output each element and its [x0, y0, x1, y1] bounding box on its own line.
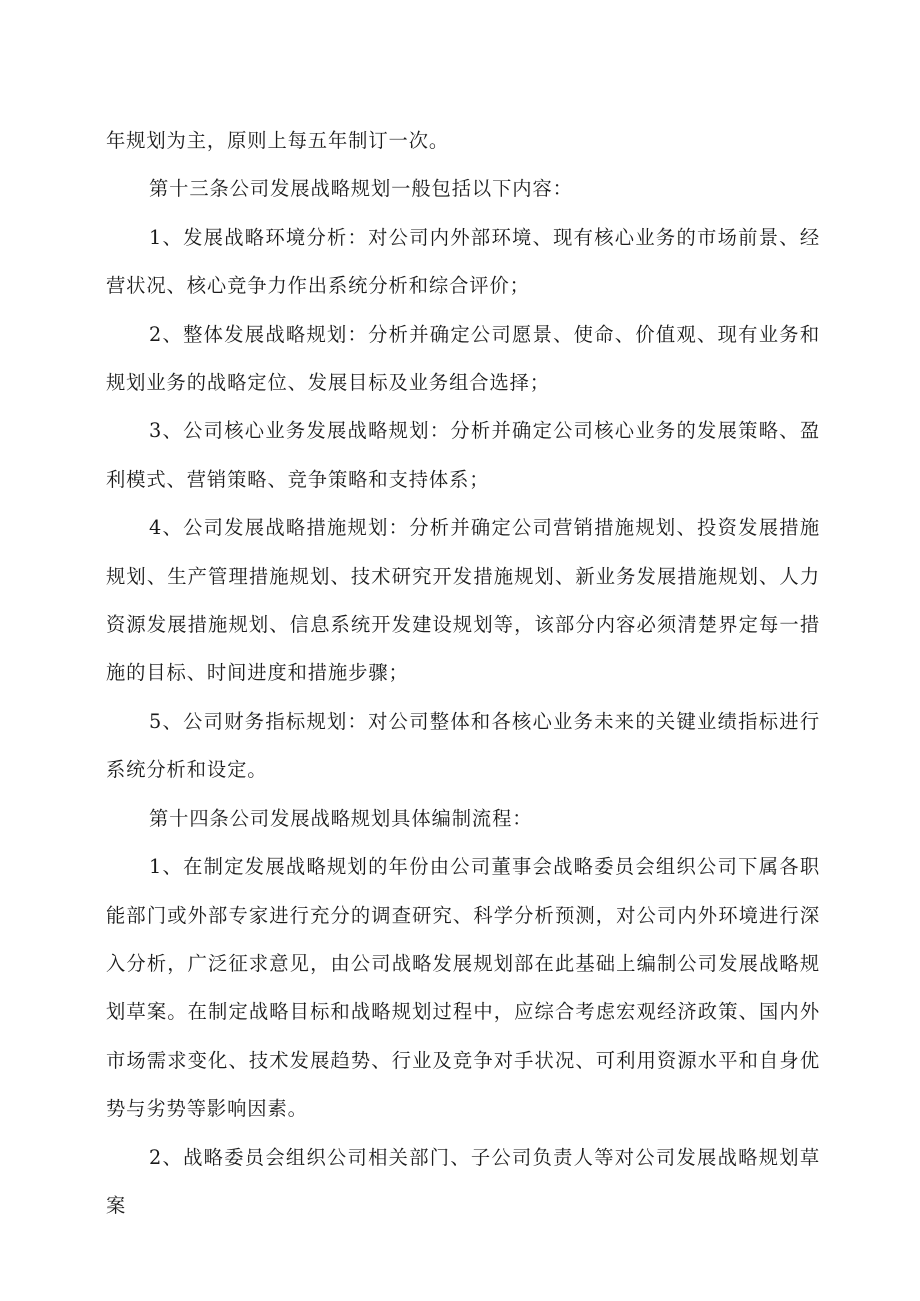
- article-13-item-5: 5、公司财务指标规划：对公司整体和各核心业务未来的关键业绩指标进行系统分析和设定。: [106, 709, 820, 782]
- article-14-item-1: 1、在制定发展战略规划的年份由公司董事会战略委员会组织公司下属各职能部门或外部专家进行充分的调查研究、科学分析预测，对公司内外环境进行深入分析，广泛征求意见，由公司战略发展规划部在此基础上编制公司发展战略规划草案。在制定战略目标和战略规划过程中，应综合考虑宏观经济政策、国内外市场需求变化、技术发展趋势、行业及竞争对手状况、可利用资源水平和自身优势与劣势等影响因素。: [106, 855, 820, 1121]
- document-body: [106, 117, 820, 1230]
- article-14-heading: 第十四条公司发展战略规划具体编制流程：: [149, 806, 533, 830]
- article-13-item-2: 2、整体发展战略规划：分析并确定公司愿景、使命、价值观、现有业务和规划业务的战略定位、发展目标及业务组合选择；: [106, 322, 820, 395]
- article-13-item-4: 4、公司发展战略措施规划：分析并确定公司营销措施规划、投资发展措施规划、生产管理措施规划、技术研究开发措施规划、新业务发展措施规划、人力资源发展措施规划、信息系统开发建设规划等，该部分内容必须清楚界定每一措施的目标、时间进度和措施步骤；: [106, 516, 820, 685]
- article-13-item-3: 3、公司核心业务发展战略规划：分析并确定公司核心业务的发展策略、盈利模式、营销策略、竞争策略和支持体系；: [106, 419, 820, 491]
- paragraph-continuation: 年规划为主，原则上每五年制订一次。: [106, 129, 450, 152]
- article-13-item-1: 1、发展战略环境分析：对公司内外部环境、现有核心业务的市场前景、经营状况、核心竞争力作出系统分析和综合评价；: [106, 225, 820, 298]
- article-13-heading: 第十三条公司发展战略规划一般包括以下内容：: [149, 177, 573, 201]
- article-14-item-2: 2、战略委员会组织公司相关部门、子公司负责人等对公司发展战略规划草案: [106, 1145, 820, 1217]
